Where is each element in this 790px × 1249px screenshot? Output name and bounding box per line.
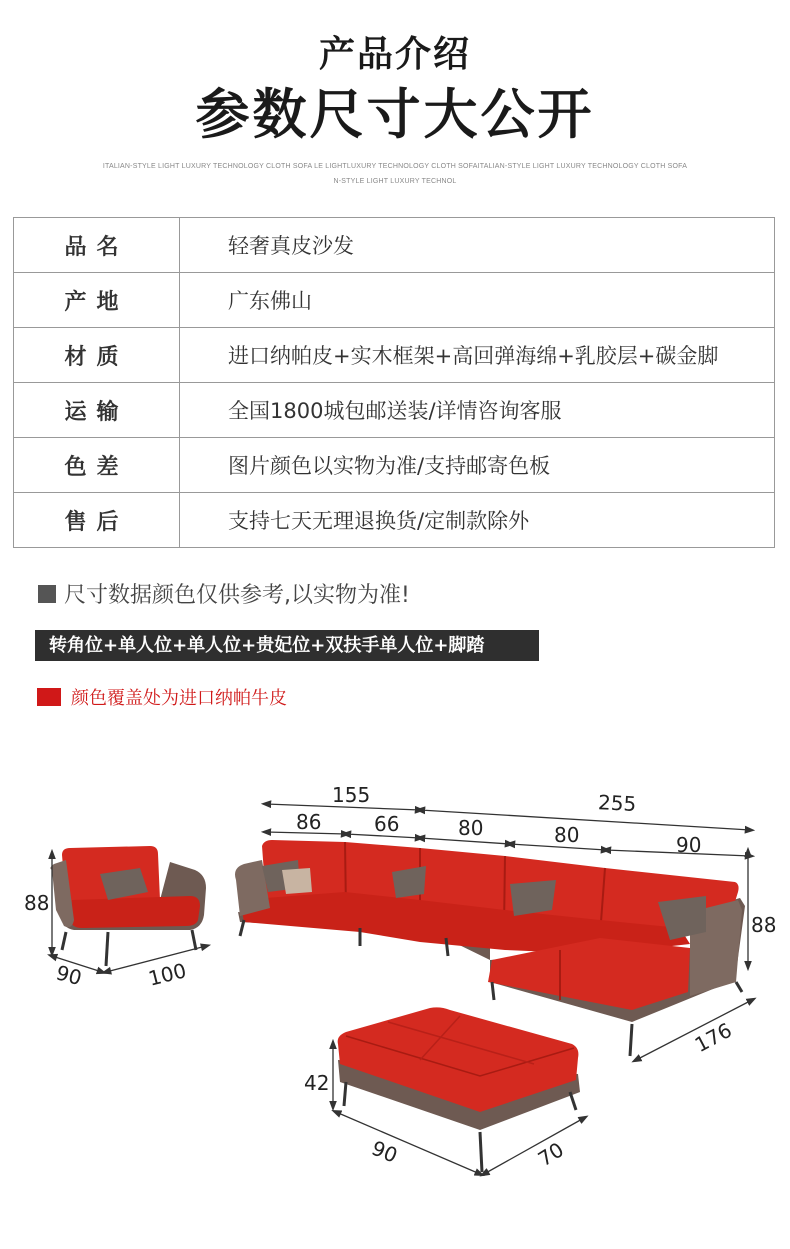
dim-seg-2: 66 <box>374 812 400 836</box>
spec-value: 广东佛山 <box>180 273 775 328</box>
dim-chair-depth: 90 <box>53 960 85 991</box>
red-swatch-icon <box>37 688 61 706</box>
dim-ottoman-depth: 70 <box>533 1137 568 1172</box>
square-bullet-icon <box>38 585 56 603</box>
dim-sofa-height: 88 <box>751 913 777 937</box>
dim-ottoman-height: 42 <box>304 1071 330 1095</box>
spec-key: 材质 <box>14 328 180 383</box>
dim-seg-1: 86 <box>296 810 322 834</box>
spec-key: 产地 <box>14 273 180 328</box>
spec-key: 运输 <box>14 383 180 438</box>
spec-value: 图片颜色以实物为准/支持邮寄色板 <box>180 438 775 493</box>
cover-note <box>37 684 287 710</box>
spec-row-after-sale <box>14 493 775 548</box>
spec-key: 品名 <box>14 218 180 273</box>
spec-row-material <box>14 328 775 383</box>
dim-seg-3: 80 <box>458 816 484 840</box>
dim-chaise-depth: 176 <box>690 1017 736 1057</box>
dim-seg-5: 90 <box>676 833 702 857</box>
dim-chair-width: 100 <box>145 958 189 991</box>
combo-bar: 转角位+单人位+单人位+贵妃位+双扶手单人位+脚踏 <box>35 630 539 661</box>
subtitle-line-1: ITALIAN-STYLE LIGHT LUXURY TECHNOLOGY CLOTH SOFA LE LIGHTLUXURY TECHNOLOGY CLOTH SOFAITALIAN-STYLE LIGHT LUXURY TECHNOLOGY CLOTH SOFA <box>102 163 688 170</box>
title-params-size: 参数尺寸大公开 <box>195 83 595 146</box>
sofa-dimension-drawing <box>0 760 790 1240</box>
spec-row-origin <box>14 273 775 328</box>
spec-value: 进口纳帕皮+实木框架+高回弹海绵+乳胶层+碳金脚 <box>180 328 775 383</box>
spec-row-shipping <box>14 383 775 438</box>
dim-ottoman-width: 90 <box>368 1135 401 1168</box>
spec-value: 支持七天无理退换货/定制款除外 <box>180 493 775 548</box>
spec-row-name <box>14 218 775 273</box>
spec-value: 全国1800城包邮送装/详情咨询客服 <box>180 383 775 438</box>
dim-chair-height: 88 <box>24 891 50 915</box>
subtitle-line-2: N-STYLE LIGHT LUXURY TECHNOL <box>333 178 457 185</box>
spec-key: 色差 <box>14 438 180 493</box>
dim-sofa-left-total: 155 <box>332 783 371 807</box>
dim-seg-4: 80 <box>554 823 580 847</box>
dim-sofa-right-total: 255 <box>597 790 637 817</box>
spec-key: 售后 <box>14 493 180 548</box>
title-product-intro: 产品介绍 <box>318 34 471 75</box>
spec-row-color-diff <box>14 438 775 493</box>
cover-note-text: 颜色覆盖处为进口纳帕牛皮 <box>71 688 287 709</box>
size-note-text: 尺寸数据颜色仅供参考,以实物为准! <box>64 583 410 608</box>
spec-value: 轻奢真皮沙发 <box>180 218 775 273</box>
spec-table <box>13 217 775 548</box>
armchair <box>50 846 206 966</box>
size-note <box>38 578 410 609</box>
